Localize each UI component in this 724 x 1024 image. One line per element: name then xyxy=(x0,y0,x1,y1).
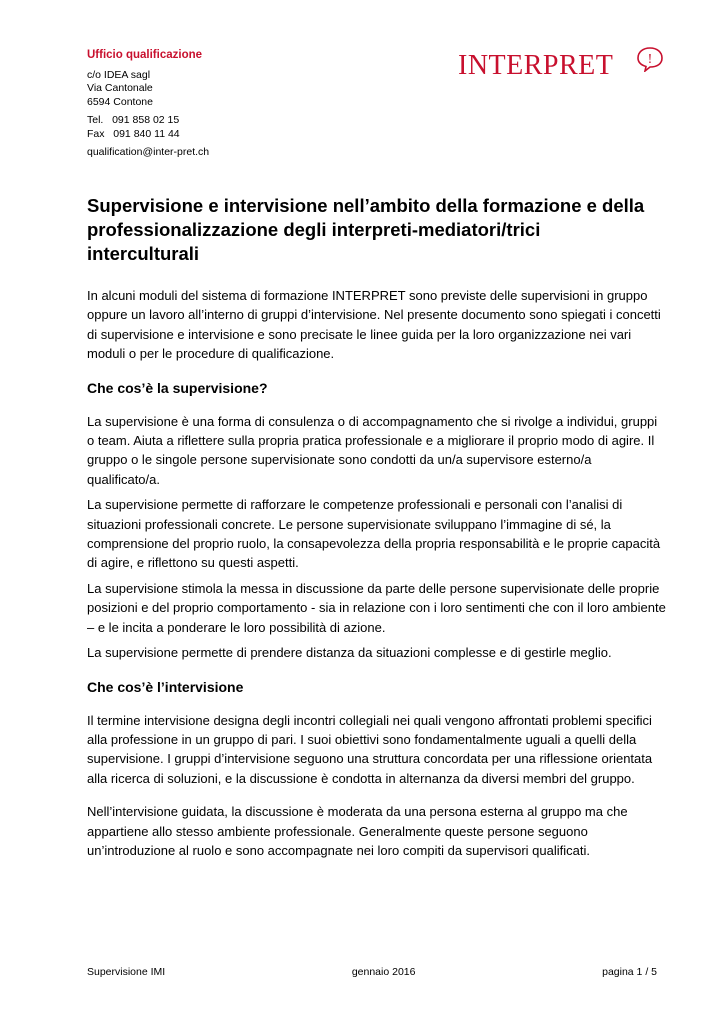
office-name: Ufficio qualificazione xyxy=(87,49,203,61)
letterhead xyxy=(87,49,209,160)
paragraph: Nell’intervisione guidata, la discussione è moderata da una persona esterna al gruppo ma che appartiene allo stesso ambiente professionale. Generalmente queste persone seguono un’introduzione al ruolo e sono accompagnate nei loro compiti da supervisori qualificati. xyxy=(87,804,628,858)
address-line: Via Cantonale xyxy=(87,82,153,94)
footer-date: gennaio 2016 xyxy=(351,966,416,978)
section-heading-intervisione: Che cos’è l’intervisione xyxy=(87,678,244,695)
address-line: c/o IDEA sagl xyxy=(87,68,151,81)
paragraph: La supervisione stimola la messa in discussione da parte delle persone supervisionate delle proprie posizioni e del proprio comportamento - sia in relazione con i loro sentimenti che con il loro ambiente – e le incita a ponderare le loro possibilità di azione. xyxy=(87,580,666,635)
footer-page-number: pagina 1 / 5 xyxy=(602,966,657,978)
paragraph: La supervisione è una forma di consulenza o di accompagnamento che si rivolge a individui, gruppi o team. Aiuta a riflettere sulla propria pratica professionale e a migliorare il proprio modo di agire. Il gruppo o le singole persone supervisionate sono condotti da un/a supervisore esterno/a qualificato/a. xyxy=(87,413,658,487)
paragraph: La supervisione permette di prendere distanza da situazioni complesse e di gestirle meglio. xyxy=(87,645,612,661)
speech-bubble-icon xyxy=(636,46,664,72)
footer-doc-name: Supervisione IMI xyxy=(87,966,166,978)
paragraph: La supervisione permette di rafforzare le competenze professionali e personali con l’analisi di situazioni professionali concrete. Le persone supervisionate sviluppano l’immagine di sé, la comprensione del proprio ruolo, la consapevolezza della propria responsabilità e le proprie capacità di agire, e riflettono su questi aspetti. xyxy=(87,497,661,571)
fax: Fax 091 840 11 44 xyxy=(87,127,180,140)
address-line: 6594 Contone xyxy=(87,95,153,108)
logo-mark-text: ! xyxy=(647,52,653,67)
email: qualification@inter-pret.ch xyxy=(87,146,210,158)
document-body xyxy=(87,286,667,866)
phone: Tel. 091 858 02 15 xyxy=(87,114,180,126)
intro-paragraph: In alcuni moduli del sistema di formazione INTERPRET sono previste delle supervisioni in gruppo oppure un lavoro all’interno di gruppi d’intervisione. Nel presente documento sono spiegati i concetti di supervisione e intervisione e sono precisate le linee guida per la loro organizzazione nei vari moduli o per le procedure di qualificazione. xyxy=(87,288,661,362)
section-heading-supervisione: Che cos’è la supervisione? xyxy=(87,379,268,396)
interpret-logo xyxy=(458,46,668,86)
paragraph: Il termine intervisione designa degli incontri collegiali nei quali vengono affrontati problemi specifici alla professione in un gruppo di pari. I suoi obiettivi sono fondamentalmente uguali a quelli della supervisione. I gruppi d’intervisione seguono una struttura concordata per una riflessione orientata alla ricerca di soluzioni, e la discussione è condotta in alternanza da diversi membri del gruppo. xyxy=(87,712,653,786)
document-title: Supervisione e intervisione nell’ambito della formazione e della professionalizzazione degli interpreti-mediatori/trici interculturali xyxy=(87,195,645,264)
page-footer xyxy=(87,966,657,978)
logo-text: INTERPRET xyxy=(458,50,614,81)
